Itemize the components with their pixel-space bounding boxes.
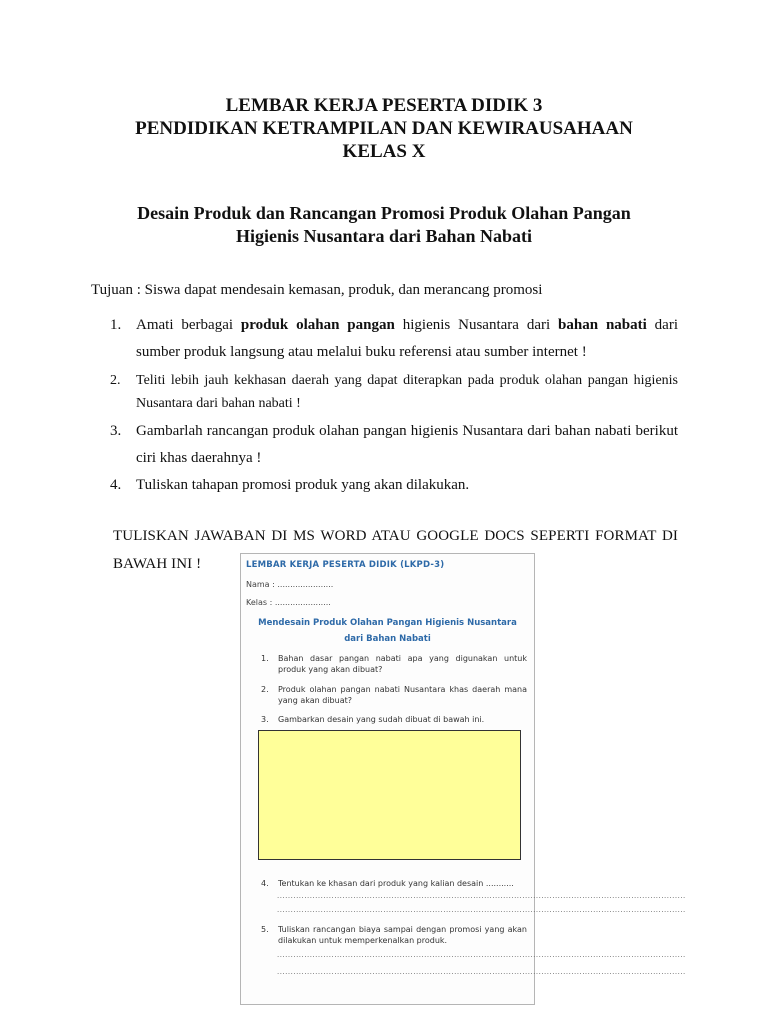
question-number: 1. bbox=[261, 654, 269, 663]
worksheet-question-2 bbox=[261, 684, 527, 706]
question-number: 4. bbox=[261, 879, 269, 888]
worksheet-image bbox=[240, 553, 686, 1005]
worksheet-question-4 bbox=[261, 878, 527, 889]
task-item-1 bbox=[110, 312, 678, 366]
worksheet-question-5 bbox=[261, 924, 527, 946]
question-text: Tentukan ke khasan dari produk yang kalian desain ........... bbox=[278, 879, 514, 888]
task-text: Teliti lebih jauh kekhasan daerah yang dapat diterapkan pada produk olahan pangan higienis Nusantara dari bahan nabati ! bbox=[136, 373, 678, 411]
doc-subtitle-line-2: Higienis Nusantara dari Bahan Nabati bbox=[235, 226, 533, 246]
objective-text: Tujuan : Siswa dapat mendesain kemasan, produk, dan merancang promosi bbox=[91, 282, 543, 298]
task-text: higienis Nusantara dari bbox=[394, 317, 559, 333]
question-number: 3. bbox=[261, 715, 269, 724]
drawing-area-box bbox=[258, 730, 521, 860]
task-number: 1. bbox=[110, 317, 122, 333]
task-text: Gambarlah rancangan produk olahan pangan higienis Nusantara dari bahan nabati berikut ciri khas daerahnya ! bbox=[136, 423, 678, 466]
doc-title-line-1: LEMBAR KERJA PESERTA DIDIK 3 bbox=[225, 95, 543, 116]
task-text: dari sumber produk langsung atau melalui buku referensi atau sumber internet ! bbox=[136, 317, 679, 360]
doc-title-line-2: PENDIDIKAN KETRAMPILAN DAN KEWIRAUSAHAAN bbox=[135, 118, 633, 139]
worksheet-name-field: Nama : ...................... bbox=[246, 580, 334, 589]
task-list bbox=[110, 312, 678, 499]
answer-dotted-line: ...................................................................................................................................................... bbox=[277, 951, 686, 959]
worksheet-heading-line-2: dari Bahan Nabati bbox=[344, 634, 431, 644]
worksheet-class-field: Kelas : ...................... bbox=[246, 598, 331, 607]
answer-dotted-line: ...................................................................................................................................................... bbox=[277, 906, 686, 914]
question-text: Tuliskan rancangan biaya sampai dengan promosi yang akan dilakukan untuk memperkenalkan produk. bbox=[278, 925, 527, 945]
worksheet-question-3 bbox=[261, 714, 527, 725]
instruction-text: TULISKAN JAWABAN DI MS WORD ATAU GOOGLE DOCS SEPERTI FORMAT DI BAWAH INI ! bbox=[113, 528, 678, 572]
task-item-2 bbox=[110, 369, 678, 415]
question-text: Bahan dasar pangan nabati apa yang digunakan untuk produk yang akan dibuat? bbox=[278, 654, 527, 674]
task-number: 4. bbox=[110, 477, 122, 493]
question-text: Gambarkan desain yang sudah dibuat di bawah ini. bbox=[278, 715, 485, 724]
worksheet-question-1 bbox=[261, 653, 527, 675]
doc-subtitle-line-1: Desain Produk dan Rancangan Promosi Produk Olahan Pangan bbox=[137, 203, 631, 223]
worksheet-heading-line-1: Mendesain Produk Olahan Pangan Higienis Nusantara bbox=[258, 618, 517, 628]
question-number: 5. bbox=[261, 925, 269, 934]
task-number: 2. bbox=[110, 373, 121, 388]
task-text: Tuliskan tahapan promosi produk yang akan dilakukan. bbox=[136, 477, 470, 493]
task-item-3 bbox=[110, 418, 678, 472]
question-number: 2. bbox=[261, 685, 269, 694]
task-item-4 bbox=[110, 472, 678, 499]
answer-dotted-line: ...................................................................................................................................................... bbox=[277, 892, 686, 900]
task-text: Amati berbagai bbox=[136, 317, 241, 333]
answer-dotted-line: ...................................................................................................................................................... bbox=[277, 968, 686, 976]
question-text: Produk olahan pangan nabati Nusantara khas daerah mana yang akan dibuat? bbox=[278, 685, 527, 705]
doc-title-line-3: KELAS X bbox=[342, 141, 426, 162]
task-number: 3. bbox=[110, 423, 122, 439]
task-bold-text: produk olahan pangan bbox=[240, 317, 395, 333]
worksheet-title: LEMBAR KERJA PESERTA DIDIK (LKPD-3) bbox=[246, 560, 445, 570]
task-bold-text: bahan nabati bbox=[558, 317, 647, 333]
